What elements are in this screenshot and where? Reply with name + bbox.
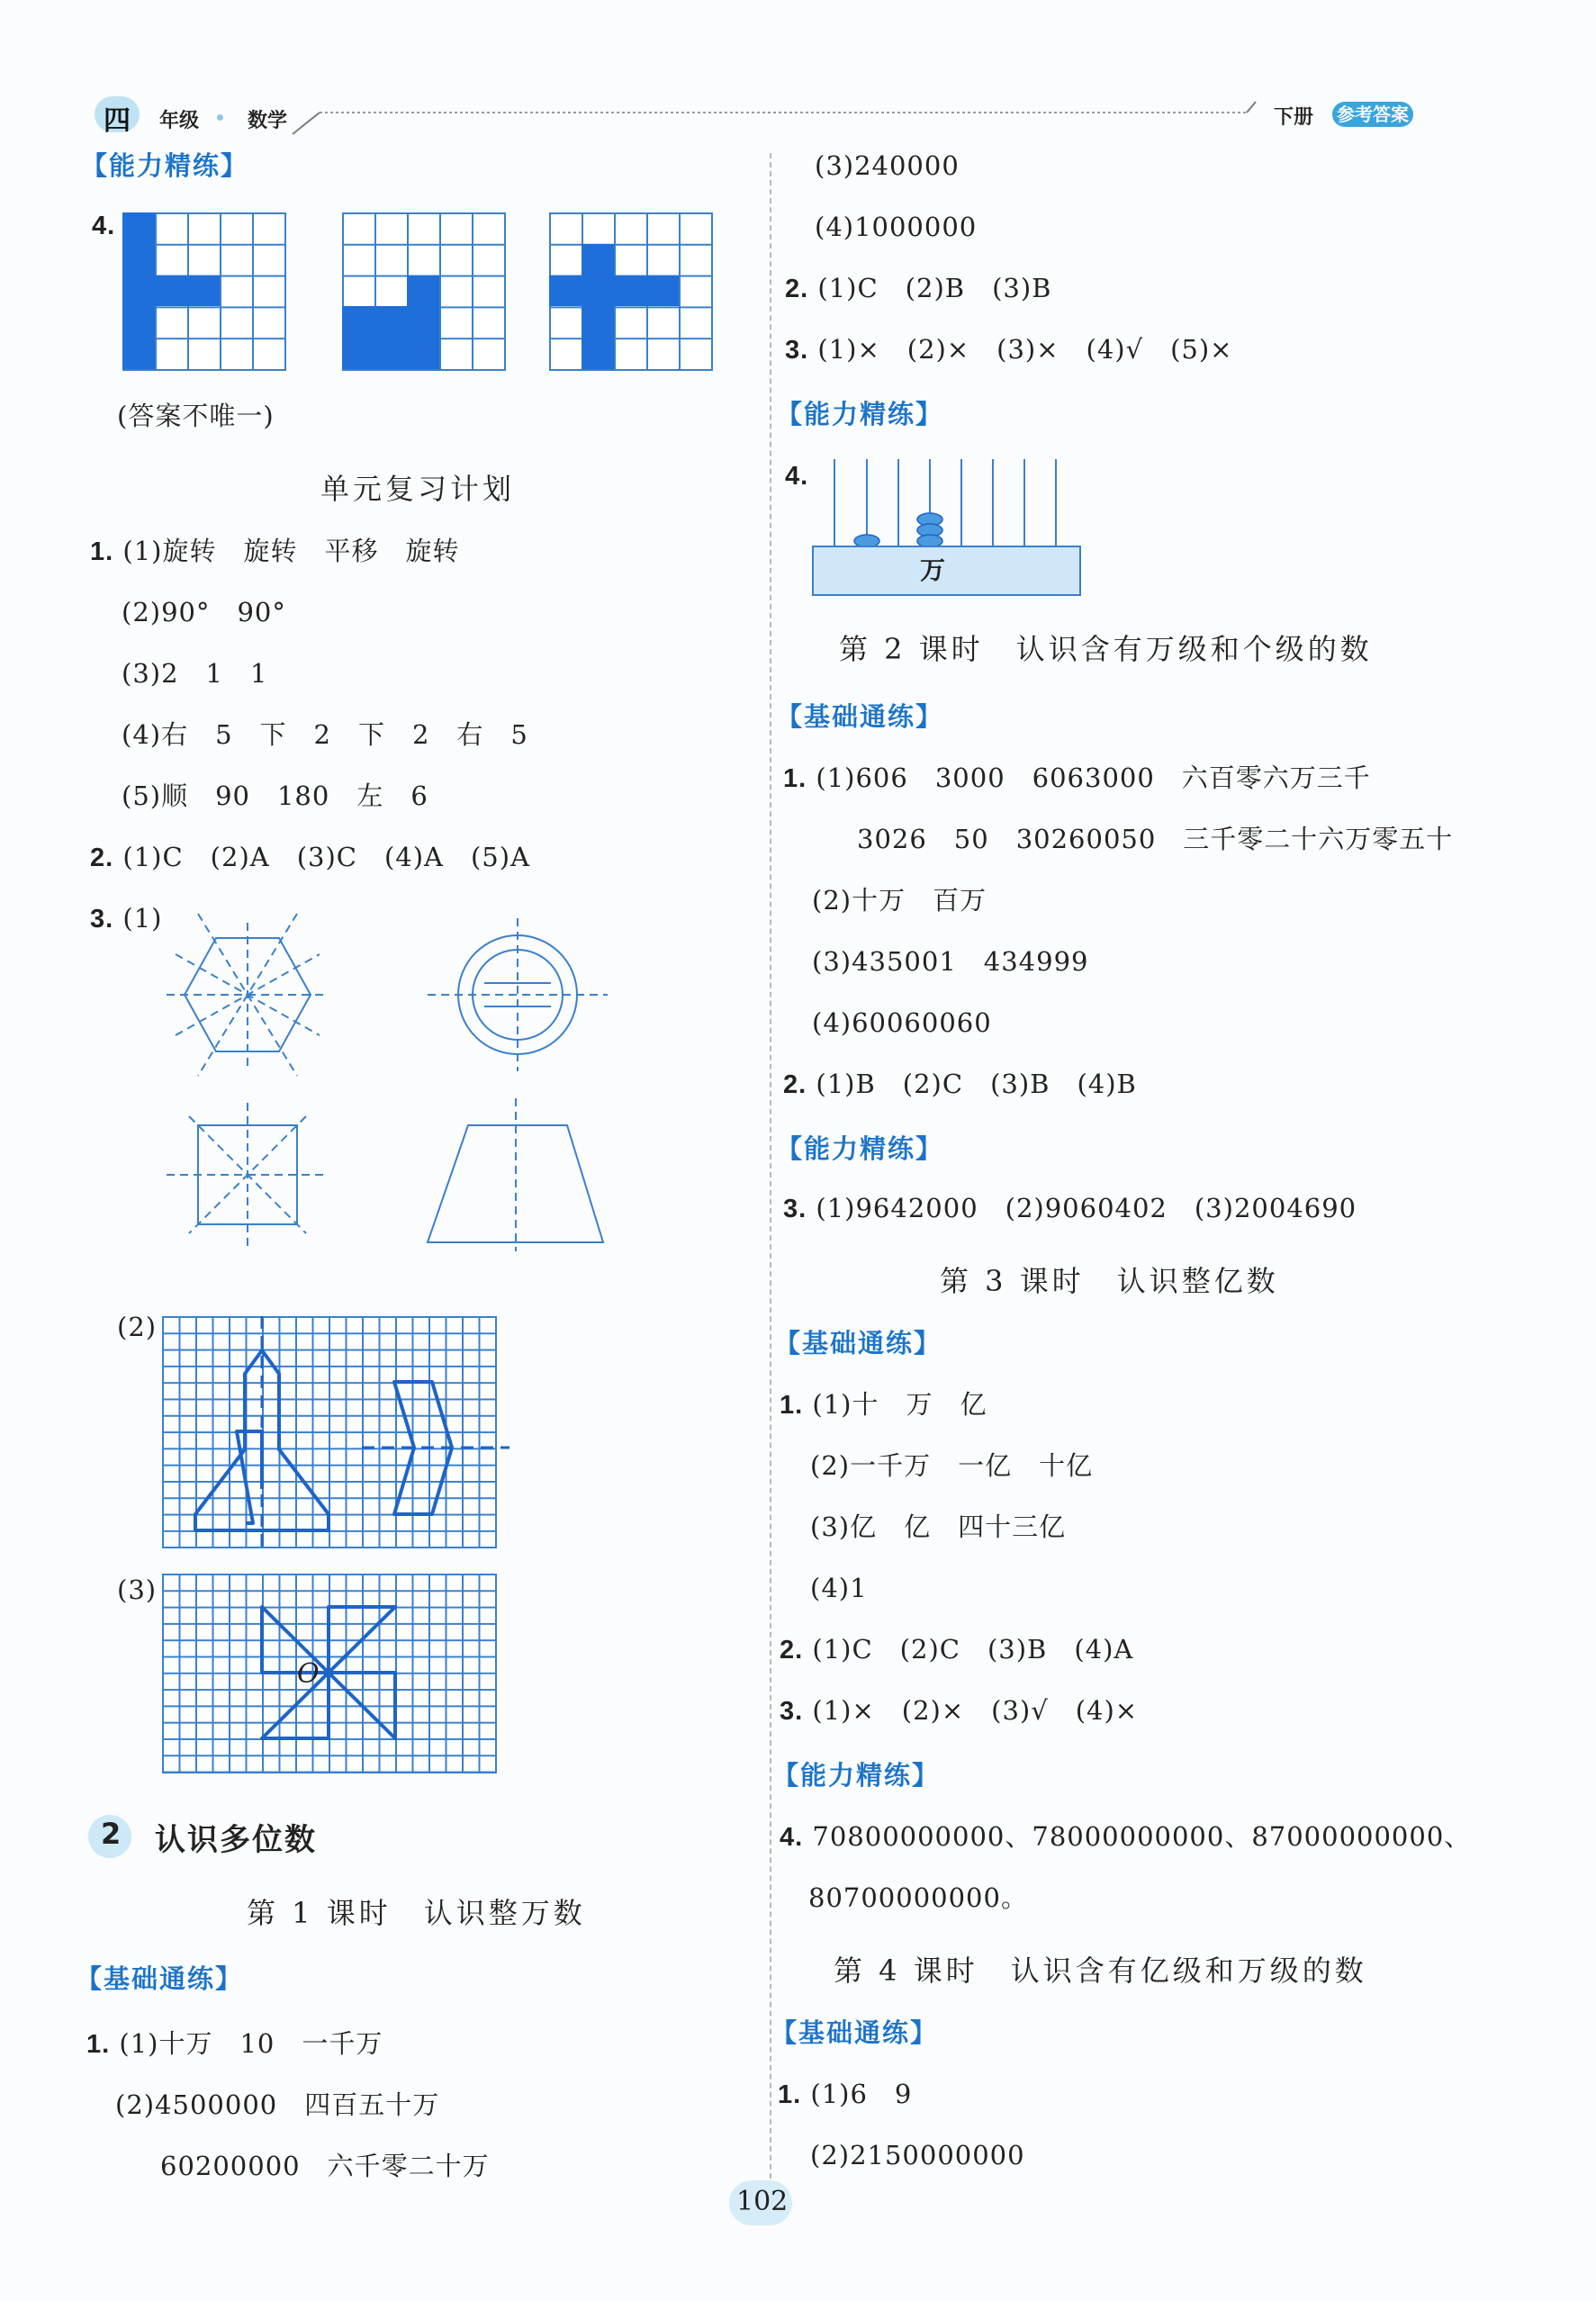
review-q1-line5: (5)顺 90 180 左 6 xyxy=(122,781,428,811)
l2-q1-line3: (2)十万 百万 xyxy=(812,885,987,916)
r-answer-3: (3)240000 xyxy=(815,150,960,181)
r-q3: 3. (1)× (2)× (3)× (4)√ (5)× xyxy=(785,334,1233,365)
page-header xyxy=(86,95,1427,140)
r-answer-4: (4)1000000 xyxy=(815,212,978,242)
point-o-label: O xyxy=(297,1658,320,1690)
q4-label: 4. xyxy=(92,212,116,240)
ability-tag-lesson2: 【能力精练】 xyxy=(776,1133,944,1164)
review-q1-line2: (2)90° 90° xyxy=(122,597,286,627)
ability-tag: 【能力精练】 xyxy=(81,150,249,181)
answer-note: (答案不唯一) xyxy=(117,401,275,431)
section-title: 认识多位数 xyxy=(155,1822,317,1858)
l3-q1-line2: (2)一千万 一亿 十亿 xyxy=(810,1450,1094,1481)
review-q1-line1: 1. (1)旋转 旋转 平移 旋转 xyxy=(90,536,460,566)
l3-q3: 3. (1)× (2)× (3)√ (4)× xyxy=(780,1695,1139,1726)
review-title: 单元复习计划 xyxy=(320,472,516,506)
q4-grid-3 xyxy=(549,212,713,371)
pinwheel-figure xyxy=(162,1574,495,1772)
review-q3-part3: (3) xyxy=(117,1575,158,1605)
r-q4-label: 4. xyxy=(785,462,809,491)
l3-q2: 2. (1)C (2)C (3)B (4)A xyxy=(780,1634,1134,1665)
lesson1-q1-line1: 1. (1)十万 10 一千万 xyxy=(86,2028,383,2059)
basic-tag-lesson2: 【基础通练】 xyxy=(776,701,944,732)
abacus-figure xyxy=(810,455,1098,599)
header-rule xyxy=(86,95,1427,140)
l3-q1-line4: (4)1 xyxy=(810,1573,868,1603)
l2-q1-line4: (3)435001 434999 xyxy=(812,946,1089,977)
l3-q4-line1: 4. 70800000000、78000000000、87000000000、 xyxy=(780,1821,1472,1852)
lesson2-title: 第 2 课时 认识含有万级和个级的数 xyxy=(839,632,1373,666)
section-number: 2 xyxy=(101,1817,122,1851)
l3-q1-line3: (3)亿 亿 四十三亿 xyxy=(810,1511,1067,1542)
review-q3-label: 3. (1) xyxy=(90,903,163,934)
lesson1-q1-line2: (2)4500000 四百五十万 xyxy=(115,2089,440,2120)
basic-tag-lesson1: 【基础通练】 xyxy=(76,1963,244,1994)
ability-tag-right-1: 【能力精练】 xyxy=(776,399,944,429)
review-q3-part2: (2) xyxy=(117,1312,158,1342)
page-number: 102 xyxy=(736,2186,789,2217)
lesson3-title: 第 3 课时 认识整亿数 xyxy=(940,1264,1279,1298)
basic-tag-lesson4: 【基础通练】 xyxy=(771,2017,939,2048)
lesson4-title: 第 4 课时 认识含有亿级和万级的数 xyxy=(834,1954,1367,1988)
q4-grid-1 xyxy=(122,212,286,371)
volume-label: 下册 xyxy=(1274,106,1314,129)
l3-q1-line1: 1. (1)十 万 亿 xyxy=(780,1389,987,1420)
l2-q1-line5: (4)60060060 xyxy=(812,1007,992,1038)
review-q1-line4: (4)右 5 下 2 下 2 右 5 xyxy=(122,719,528,750)
lesson1-title: 第 1 课时 认识整万数 xyxy=(247,1896,586,1930)
rocket-figure xyxy=(162,1316,495,1547)
lesson1-q1-line3: 60200000 六千零二十万 xyxy=(160,2151,490,2181)
subject-label: 数学 xyxy=(248,110,288,132)
abacus-label: 万 xyxy=(920,555,946,585)
l3-q4-line2: 80700000000。 xyxy=(808,1882,1028,1913)
review-q1-line3: (3)2 1 1 xyxy=(122,658,268,689)
answer-key-badge: 参考答案 xyxy=(1332,102,1413,127)
l4-q1-line2: (2)2150000000 xyxy=(810,2140,1025,2170)
grade-char: 四 xyxy=(104,105,131,137)
l2-q3: 3. (1)9642000 (2)9060402 (3)2004690 xyxy=(783,1193,1357,1223)
q4-grid-2 xyxy=(342,212,506,371)
l2-q1-line2: 3026 50 30260050 三千零二十六万零五十 xyxy=(857,824,1454,854)
review-q2: 2. (1)C (2)A (3)C (4)A (5)A xyxy=(90,842,531,872)
grade-label: 年级 xyxy=(159,110,200,132)
symmetry-figures xyxy=(162,900,666,1260)
l4-q1-line1: 1. (1)6 9 xyxy=(778,2079,913,2109)
l2-q1-line1: 1. (1)606 3000 6063000 六百零六万三千 xyxy=(783,762,1371,793)
column-divider xyxy=(770,153,771,2206)
basic-tag-lesson3: 【基础通练】 xyxy=(774,1328,942,1358)
l2-q2: 2. (1)B (2)C (3)B (4)B xyxy=(783,1069,1137,1099)
r-q2: 2. (1)C (2)B (3)B xyxy=(785,273,1052,303)
ability-tag-lesson3: 【能力精练】 xyxy=(772,1760,941,1791)
